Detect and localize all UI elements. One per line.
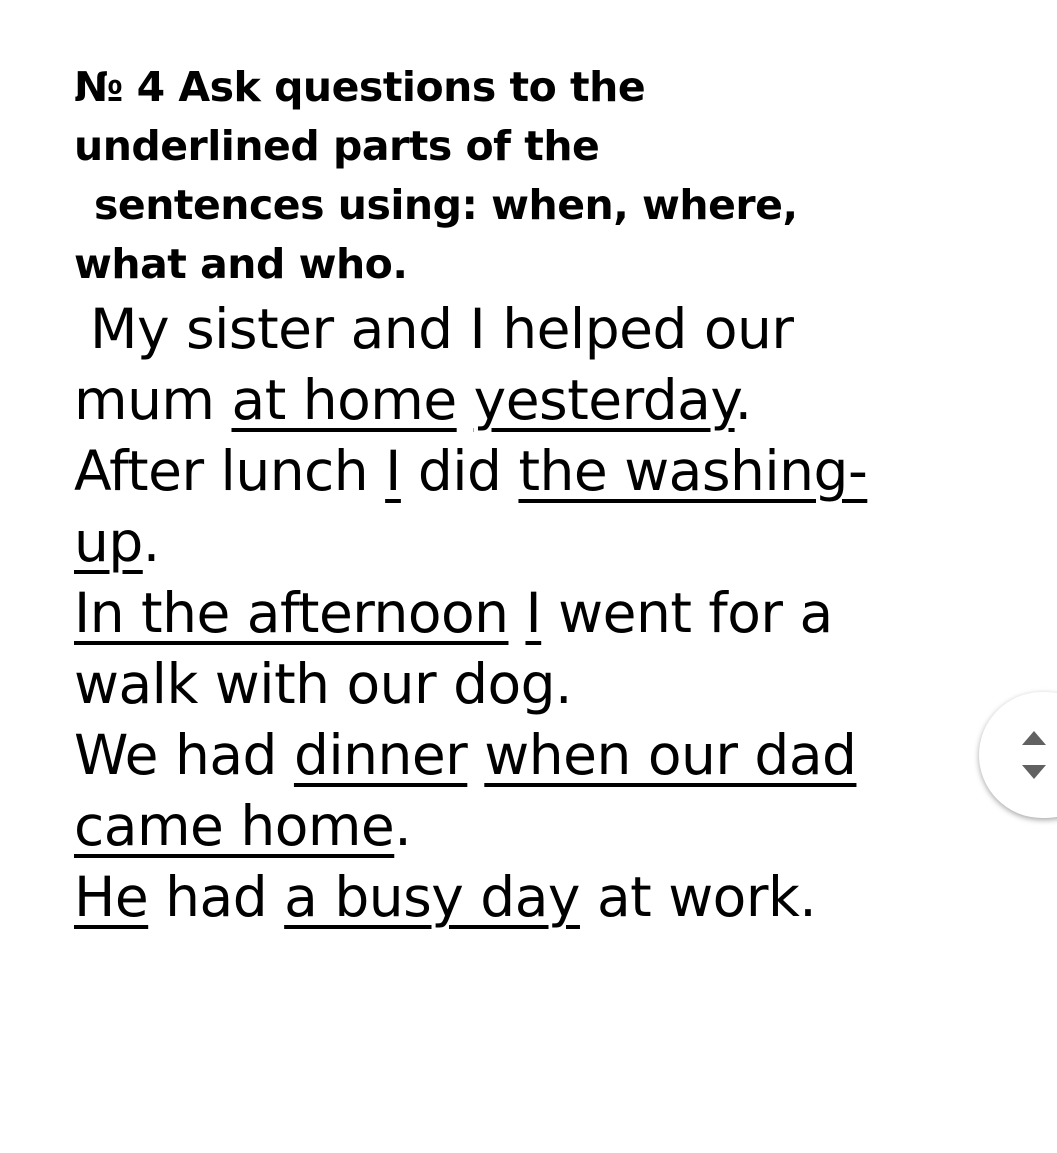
text: . bbox=[142, 510, 160, 574]
sentence-5-line-1 bbox=[74, 862, 944, 933]
underlined-when: when our dad bbox=[484, 723, 857, 787]
sentence-2-line-2 bbox=[74, 507, 944, 578]
underlined-what: a busy day bbox=[284, 865, 580, 929]
text: . bbox=[394, 794, 412, 858]
sentence-3-line-1 bbox=[74, 578, 944, 649]
task-line-2: underlined parts of the bbox=[74, 122, 600, 170]
text: . bbox=[734, 368, 752, 432]
underlined-what: dinner bbox=[293, 723, 468, 787]
task-line-3: sentences using: when, where, bbox=[94, 181, 798, 229]
underlined-who: He bbox=[74, 865, 149, 929]
text bbox=[508, 581, 525, 645]
underlined-who: I bbox=[385, 439, 401, 503]
text: walk with our dog. bbox=[74, 652, 573, 716]
document-page bbox=[74, 58, 944, 933]
text: had bbox=[148, 865, 285, 929]
underlined-what-cont: up bbox=[74, 510, 143, 574]
text: mum bbox=[74, 368, 232, 432]
text bbox=[467, 723, 484, 787]
text: After lunch bbox=[74, 439, 386, 503]
sentence-4-line-2 bbox=[74, 791, 944, 862]
text: at work. bbox=[579, 865, 817, 929]
text: We had bbox=[74, 723, 294, 787]
task-line-4: what and who. bbox=[74, 240, 408, 288]
text: did bbox=[400, 439, 519, 503]
up-down-arrows-icon bbox=[1019, 727, 1049, 783]
underlined-who: I bbox=[525, 581, 542, 645]
underlined-when-cont: came home bbox=[74, 794, 395, 858]
sentences-block bbox=[74, 294, 944, 933]
underlined-where: at home bbox=[231, 368, 457, 432]
text bbox=[457, 368, 474, 432]
text: My sister and I helped our bbox=[90, 297, 794, 361]
task-heading bbox=[74, 58, 944, 294]
sentence-1-line-1 bbox=[74, 294, 944, 365]
underlined-what: the washing- bbox=[518, 439, 868, 503]
task-line-1: № 4 Ask questions to the bbox=[74, 63, 646, 111]
text: went for a bbox=[541, 581, 833, 645]
underlined-when: In the afternoon bbox=[74, 581, 509, 645]
underlined-when: yesterday bbox=[473, 368, 735, 432]
sentence-1-line-2 bbox=[74, 365, 944, 436]
scroll-handle[interactable] bbox=[979, 692, 1057, 818]
sentence-4-line-1 bbox=[74, 720, 944, 791]
sentence-2-line-1 bbox=[74, 436, 944, 507]
sentence-3-line-2 bbox=[74, 649, 944, 720]
